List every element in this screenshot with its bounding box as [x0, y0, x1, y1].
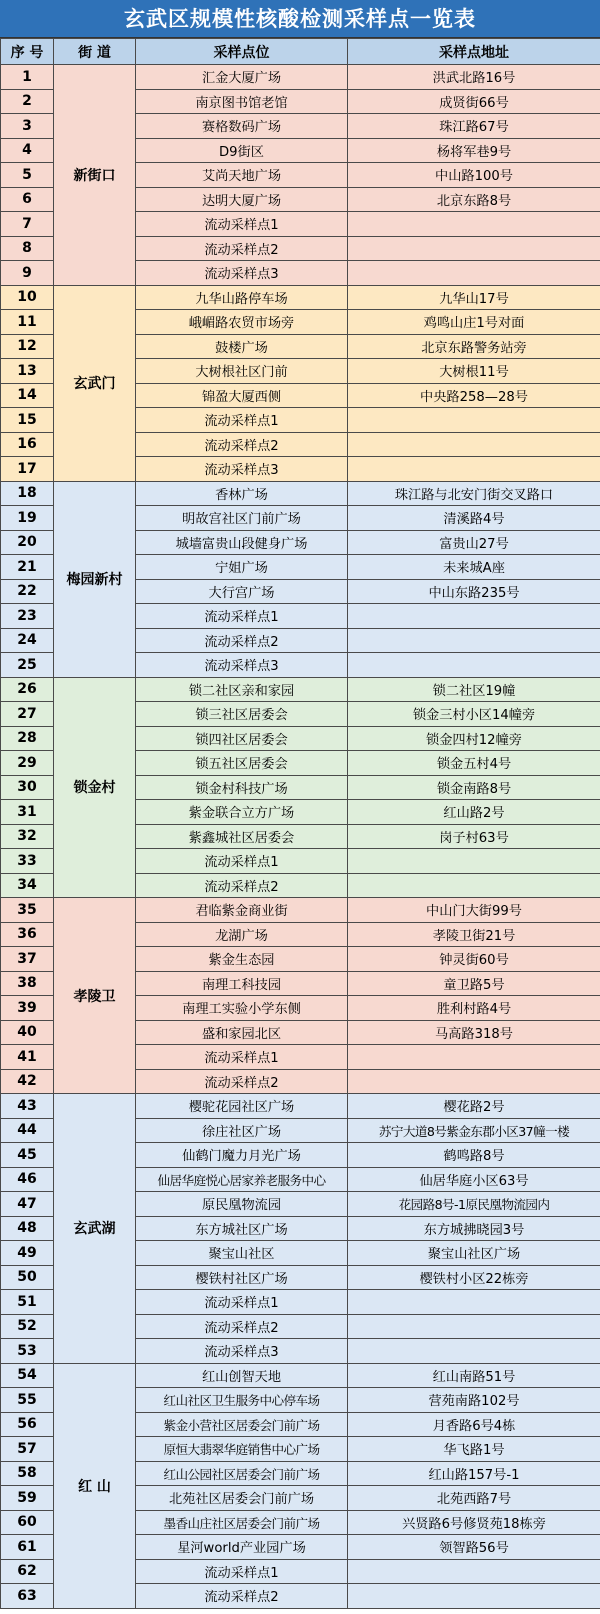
site-cell: 流动采样点2: [136, 432, 348, 457]
row-number: 54: [1, 1363, 54, 1388]
row-number: 22: [1, 579, 54, 604]
site-cell: 大行宫广场: [136, 579, 348, 604]
row-number: 21: [1, 555, 54, 580]
row-number: 51: [1, 1290, 54, 1315]
header-no: 序 号: [1, 39, 54, 65]
address-cell: [348, 1290, 600, 1315]
address-cell: [348, 432, 600, 457]
row-number: 10: [1, 285, 54, 310]
site-cell: 大树根社区门前: [136, 359, 348, 384]
row-number: 38: [1, 971, 54, 996]
row-number: 6: [1, 187, 54, 212]
row-number: 42: [1, 1069, 54, 1094]
site-cell: 仙居华庭悦心居家养老服务中心: [136, 1167, 348, 1192]
site-cell: 锦盈大厦西侧: [136, 383, 348, 408]
row-number: 35: [1, 898, 54, 923]
address-cell: 中山东路235号: [348, 579, 600, 604]
site-cell: 流动采样点1: [136, 1290, 348, 1315]
address-cell: [348, 1584, 600, 1609]
row-number: 25: [1, 653, 54, 678]
address-cell: 月香路6号4栋: [348, 1412, 600, 1437]
row-number: 28: [1, 726, 54, 751]
site-cell: 达明大厦广场: [136, 187, 348, 212]
site-cell: 锁二社区亲和家园: [136, 677, 348, 702]
site-cell: 紫金小营社区居委会门前广场: [136, 1412, 348, 1437]
row-number: 19: [1, 506, 54, 531]
site-cell: 流动采样点3: [136, 653, 348, 678]
street-cell: 孝陵卫: [54, 898, 136, 1094]
site-cell: 流动采样点1: [136, 604, 348, 629]
address-cell: [348, 604, 600, 629]
row-number: 34: [1, 873, 54, 898]
address-cell: 华飞路1号: [348, 1437, 600, 1462]
site-cell: 流动采样点1: [136, 212, 348, 237]
street-cell: 新街口: [54, 65, 136, 286]
site-cell: 紫金联合立方广场: [136, 800, 348, 825]
address-cell: 樱铁村小区22栋旁: [348, 1265, 600, 1290]
address-cell: 洪武北路16号: [348, 65, 600, 90]
row-number: 5: [1, 163, 54, 188]
address-cell: 聚宝山社区广场: [348, 1241, 600, 1266]
address-cell: 清溪路4号: [348, 506, 600, 531]
address-cell: 营苑南路102号: [348, 1388, 600, 1413]
address-cell: 富贵山27号: [348, 530, 600, 555]
site-cell: 南理工科技园: [136, 971, 348, 996]
table-body: [1, 65, 600, 1609]
site-cell: 星河world产业园广场: [136, 1535, 348, 1560]
site-cell: 紫金生态园: [136, 947, 348, 972]
page-title: 玄武区规模性核酸检测采样点一览表: [0, 0, 600, 38]
row-number: 3: [1, 114, 54, 139]
address-cell: [348, 457, 600, 482]
address-cell: [348, 873, 600, 898]
address-cell: [348, 1314, 600, 1339]
header-site: 采样点位: [136, 39, 348, 65]
address-cell: 中山门大街99号: [348, 898, 600, 923]
site-cell: 峨嵋路农贸市场旁: [136, 310, 348, 335]
address-cell: [348, 261, 600, 286]
site-cell: 红山创智天地: [136, 1363, 348, 1388]
site-cell: 流动采样点1: [136, 1045, 348, 1070]
address-cell: 锁金南路8号: [348, 775, 600, 800]
site-cell: 香林广场: [136, 481, 348, 506]
address-cell: 未来城A座: [348, 555, 600, 580]
site-cell: 流动采样点2: [136, 1584, 348, 1609]
row-number: 40: [1, 1020, 54, 1045]
address-cell: 鸡鸣山庄1号对面: [348, 310, 600, 335]
site-cell: 流动采样点2: [136, 236, 348, 261]
row-number: 56: [1, 1412, 54, 1437]
street-cell: 锁金村: [54, 677, 136, 898]
site-cell: 锁四社区居委会: [136, 726, 348, 751]
address-cell: 红山路157号-1: [348, 1461, 600, 1486]
table-row: [1, 677, 600, 702]
site-cell: 流动采样点3: [136, 457, 348, 482]
site-cell: 紫鑫城社区居委会: [136, 824, 348, 849]
table-row: [1, 481, 600, 506]
row-number: 27: [1, 702, 54, 727]
site-cell: 流动采样点1: [136, 408, 348, 433]
site-cell: 明故宫社区门前广场: [136, 506, 348, 531]
table-row: [1, 285, 600, 310]
site-cell: 流动采样点2: [136, 1314, 348, 1339]
site-cell: 聚宝山社区: [136, 1241, 348, 1266]
table-row: [1, 1094, 600, 1119]
site-cell: 樱铁村社区广场: [136, 1265, 348, 1290]
row-number: 26: [1, 677, 54, 702]
site-cell: 墨香山庄社区居委会门前广场: [136, 1510, 348, 1535]
header-row: [1, 39, 600, 65]
row-number: 13: [1, 359, 54, 384]
address-cell: 中山路100号: [348, 163, 600, 188]
row-number: 18: [1, 481, 54, 506]
street-cell: 红 山: [54, 1363, 136, 1608]
address-cell: 花园路8号-1原民凰物流园内: [348, 1192, 600, 1217]
address-cell: 中央路258—28号: [348, 383, 600, 408]
address-cell: 珠江路与北安门街交叉路口: [348, 481, 600, 506]
address-cell: 锁金五村4号: [348, 751, 600, 776]
row-number: 29: [1, 751, 54, 776]
header-address: 采样点地址: [348, 39, 600, 65]
street-cell: 玄武湖: [54, 1094, 136, 1364]
site-cell: 南京图书馆老馆: [136, 89, 348, 114]
site-cell: 九华山路停车场: [136, 285, 348, 310]
site-cell: 流动采样点3: [136, 261, 348, 286]
address-cell: [348, 236, 600, 261]
address-cell: 鹤鸣路8号: [348, 1143, 600, 1168]
address-cell: [348, 212, 600, 237]
site-cell: 原恒大翡翠华庭销售中心广场: [136, 1437, 348, 1462]
site-cell: 东方城社区广场: [136, 1216, 348, 1241]
street-cell: 玄武门: [54, 285, 136, 481]
row-number: 33: [1, 849, 54, 874]
site-cell: 流动采样点1: [136, 849, 348, 874]
row-number: 23: [1, 604, 54, 629]
address-cell: [348, 653, 600, 678]
site-cell: 徐庄社区广场: [136, 1118, 348, 1143]
site-cell: 君临紫金商业街: [136, 898, 348, 923]
row-number: 59: [1, 1486, 54, 1511]
row-number: 44: [1, 1118, 54, 1143]
address-cell: 大树根11号: [348, 359, 600, 384]
address-cell: 兴贤路6号修贤苑18栋旁: [348, 1510, 600, 1535]
row-number: 46: [1, 1167, 54, 1192]
site-cell: 流动采样点2: [136, 1069, 348, 1094]
site-cell: 城墙富贵山段健身广场: [136, 530, 348, 555]
address-cell: 童卫路5号: [348, 971, 600, 996]
site-cell: 汇金大厦广场: [136, 65, 348, 90]
row-number: 7: [1, 212, 54, 237]
site-cell: 艾尚天地广场: [136, 163, 348, 188]
row-number: 31: [1, 800, 54, 825]
row-number: 36: [1, 922, 54, 947]
site-cell: 盛和家园北区: [136, 1020, 348, 1045]
row-number: 52: [1, 1314, 54, 1339]
row-number: 50: [1, 1265, 54, 1290]
row-number: 63: [1, 1584, 54, 1609]
sites-table: [0, 38, 600, 1609]
site-cell: 南理工实验小学东侧: [136, 996, 348, 1021]
row-number: 57: [1, 1437, 54, 1462]
site-cell: 鼓楼广场: [136, 334, 348, 359]
row-number: 58: [1, 1461, 54, 1486]
address-cell: 锁金三村小区14幢旁: [348, 702, 600, 727]
site-cell: 锁金村科技广场: [136, 775, 348, 800]
address-cell: 北京东路警务站旁: [348, 334, 600, 359]
row-number: 53: [1, 1339, 54, 1364]
site-cell: 原民凰物流园: [136, 1192, 348, 1217]
address-cell: [348, 1339, 600, 1364]
address-cell: [348, 849, 600, 874]
header-street: 街 道: [54, 39, 136, 65]
address-cell: 东方城拂晓园3号: [348, 1216, 600, 1241]
row-number: 15: [1, 408, 54, 433]
row-number: 9: [1, 261, 54, 286]
site-cell: 锁三社区居委会: [136, 702, 348, 727]
address-cell: 锁金四村12幢旁: [348, 726, 600, 751]
row-number: 4: [1, 138, 54, 163]
address-cell: [348, 1045, 600, 1070]
site-cell: 红山公园社区居委会门前广场: [136, 1461, 348, 1486]
street-cell: 梅园新村: [54, 481, 136, 677]
row-number: 45: [1, 1143, 54, 1168]
row-number: 49: [1, 1241, 54, 1266]
site-cell: 樱驼花园社区广场: [136, 1094, 348, 1119]
address-cell: 北苑西路7号: [348, 1486, 600, 1511]
address-cell: 红山南路51号: [348, 1363, 600, 1388]
site-cell: 宁姐广场: [136, 555, 348, 580]
address-cell: [348, 1559, 600, 1584]
site-cell: 北苑社区居委会门前广场: [136, 1486, 348, 1511]
row-number: 12: [1, 334, 54, 359]
row-number: 43: [1, 1094, 54, 1119]
table-row: [1, 65, 600, 90]
site-cell: 龙湖广场: [136, 922, 348, 947]
row-number: 11: [1, 310, 54, 335]
row-number: 61: [1, 1535, 54, 1560]
address-cell: 岗子村63号: [348, 824, 600, 849]
address-cell: 孝陵卫街21号: [348, 922, 600, 947]
row-number: 47: [1, 1192, 54, 1217]
address-cell: 北京东路8号: [348, 187, 600, 212]
table-row: [1, 1363, 600, 1388]
address-cell: 杨将军巷9号: [348, 138, 600, 163]
row-number: 48: [1, 1216, 54, 1241]
row-number: 55: [1, 1388, 54, 1413]
row-number: 2: [1, 89, 54, 114]
row-number: 37: [1, 947, 54, 972]
row-number: 32: [1, 824, 54, 849]
address-cell: 红山路2号: [348, 800, 600, 825]
address-cell: 胜利村路4号: [348, 996, 600, 1021]
row-number: 24: [1, 628, 54, 653]
address-cell: 苏宁大道8号紫金东郡小区37幢一楼: [348, 1118, 600, 1143]
address-cell: 九华山17号: [348, 285, 600, 310]
row-number: 60: [1, 1510, 54, 1535]
address-cell: 钟灵街60号: [348, 947, 600, 972]
row-number: 20: [1, 530, 54, 555]
site-cell: 流动采样点2: [136, 628, 348, 653]
row-number: 62: [1, 1559, 54, 1584]
site-cell: 仙鹤门魔力月光广场: [136, 1143, 348, 1168]
row-number: 8: [1, 236, 54, 261]
row-number: 17: [1, 457, 54, 482]
site-cell: 流动采样点3: [136, 1339, 348, 1364]
site-cell: 锁五社区居委会: [136, 751, 348, 776]
site-cell: 流动采样点1: [136, 1559, 348, 1584]
site-cell: 流动采样点2: [136, 873, 348, 898]
address-cell: 樱花路2号: [348, 1094, 600, 1119]
address-cell: 马高路318号: [348, 1020, 600, 1045]
address-cell: [348, 1069, 600, 1094]
address-cell: 成贤街66号: [348, 89, 600, 114]
address-cell: [348, 628, 600, 653]
site-cell: 赛格数码广场: [136, 114, 348, 139]
row-number: 16: [1, 432, 54, 457]
address-cell: [348, 408, 600, 433]
address-cell: 锁二社区19幢: [348, 677, 600, 702]
site-cell: D9街区: [136, 138, 348, 163]
row-number: 39: [1, 996, 54, 1021]
site-cell: 红山社区卫生服务中心停车场: [136, 1388, 348, 1413]
address-cell: 仙居华庭小区63号: [348, 1167, 600, 1192]
row-number: 1: [1, 65, 54, 90]
table-row: [1, 898, 600, 923]
address-cell: 珠江路67号: [348, 114, 600, 139]
row-number: 41: [1, 1045, 54, 1070]
row-number: 30: [1, 775, 54, 800]
address-cell: 领智路56号: [348, 1535, 600, 1560]
row-number: 14: [1, 383, 54, 408]
